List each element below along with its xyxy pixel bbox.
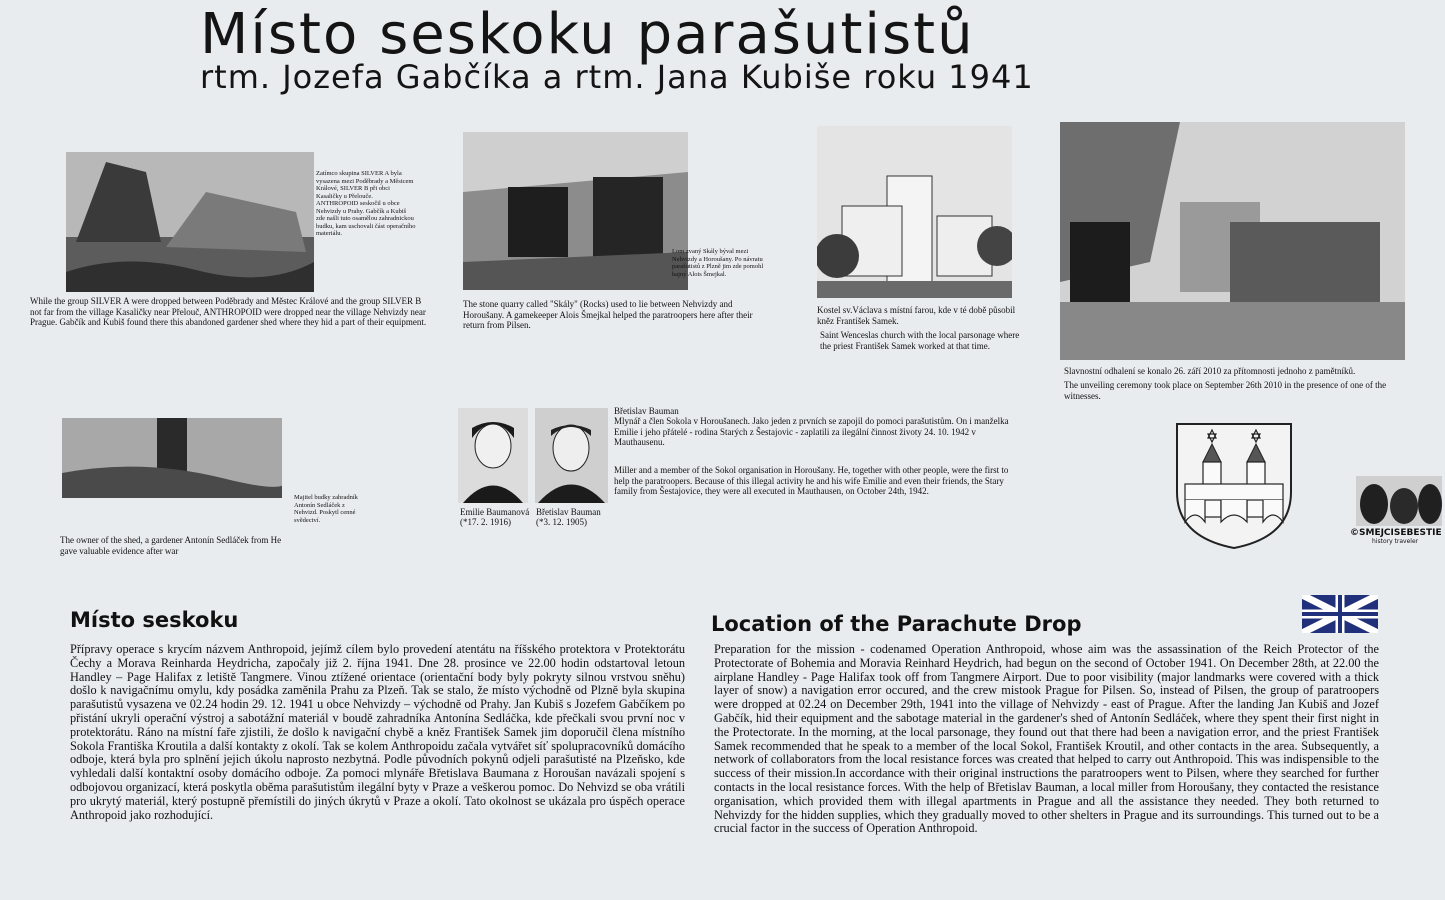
quarry-caption-en: The stone quarry called "Skály" (Rocks) used to lie between Nehvizdy and Horoušany. A gamekeeper Alois Šmejkal helped the paratroopers here after their return from Pilsen. [463,299,753,330]
cz-section-text [70,643,685,822]
watermark-handle: ©SMEJCISEBESTIE [1350,528,1442,538]
cz-section-heading: Místo seskoku [70,608,239,632]
church-caption-cz: Kostel sv.Václava s místní farou, kde v té době působil kněz František Samek. [817,305,1016,326]
en-section-heading: Location of the Parachute Drop [711,612,1082,636]
shed-photo [66,152,314,292]
watermark-photo [1356,476,1442,526]
bauman-text-cz: Mlynář a člen Sokola v Horoušanech. Jako jeden z prvních se zapojil do pomoci parašutistům. On i manželka Emilie i jeho přátelé - rodina Starých z Šestajovic - zaplatili za ilegální činnost životy 24. 10. 1942 v Mauthausenu. [614,416,1009,447]
ceremony-photo [1060,122,1405,360]
bauman-text-en: Miller and a member of the Sokol organisation in Horoušany. He, together with other people, were the first to help the paratroopers. Because of this illegal activity he and his wife Emilie and even their friends, the Stary family from Šestajovice, they were all executed in Mauthausen, on October 24th, 1942. [614,465,1009,496]
page-title: Místo seskoku parašutistů [200,2,975,67]
emilie-date: (*17. 2. 1916) [460,517,511,527]
bauman-heading: Břetislav Bauman [614,406,679,416]
shed-caption-en: While the group SILVER A were dropped between Poděbrady and Městec Králové and the group SILVER B not far from the village Kasaličky near Přelouč, ANTHROPOID were dropped near the village Nehvizdy near Prague. Gabčík and Kubiš found there this abandoned gardener shed where they hid a part of their equipment. [30,296,427,327]
bretislav-portrait [535,408,608,503]
church-photo [817,126,1012,298]
bretislav-date: (*3. 12. 1905) [536,517,587,527]
ceremony-caption-cz: Slavnostní odhalení se konalo 26. září 2010 za přítomnosti jednoho z pamětníků. [1064,366,1356,376]
emilie-name: Emilie Baumanová [460,507,530,517]
gardener-photo [62,418,282,498]
gardener-caption-cz: Majitel budky zahradník Antonín Sedláček z Nehvizd. Poskytl cenné svědectví. [294,494,358,524]
bretislav-name: Břetislav Bauman [536,507,601,517]
shed-caption-cz: Zatímco skupina SILVER A byla vysazena mezi Poděbrady a Městcem Králové, SILVER B při obci Kasaličky u Přelouče. ANTHROPOID seskočil u obce Nehvizdy u Prahy. Gabčík a Kubiš zde našli tuto osamělou zahradnickou budku, kam uschovali část operačního materiálu. [316,170,416,237]
page-subtitle: rtm. Jozefa Gabčíka a rtm. Jana Kubiše roku 1941 [200,58,1034,96]
en-section-paragraph: Preparation for the mission - codenamed Operation Anthropoid, whose aim was the assassination of the Reich Protector of the Protectorate of Bohemia and Moravia Reinhard Heydrich, had begun on the second of October 1941. On December 28th, at 22.00 the airplane Handley - Page Halifax took off from Tangmere Airport. Due to poor visibility (major landmarks were covered with a thick layer of snow) a navigation error occured, and the crew mistook Prague for Pilsen. So, instead of Pilsen, the group of paratroopers were dropped at 02.24 on December 29th, 1941 into the village of Nehvizdy - east of Prague. After the landing Jan Kubiš and Jozef Gabčík, hid their equipment and the sabotage material in the gardener's shed of Antonín Sedláček, where they spent their first night in the Protectorate. In the morning, at the local parsonage, they found out that there had been a navigation error, and the priest František Samek recommended that he speak to a member of the local Sokol, František Kroutil, and other contacts in the area. Subsequently, a network of collaborators from the local resistance forces was created that helped to carry out Anthropoid. This was indispensible to the success of their mission.In accordance with their original instructions the paratroopers went to Pilsen, where they searched for further contacts in the local resistance forces. With the help of Břetislav Bauman, a local miller from Horoušany, they contacted the resistance organisation, which provided them with illegal apartments in Prague and all the assistance they needed. They both returned to Nehvizdy for the hidden supplies, which they gradually moved to other shelters in Prague and its surroundings. This turned out to be a crucial factor in the success of Operation Anthropoid. [714,642,1379,836]
cz-section-paragraph: Přípravy operace s krycím názvem Anthropoid, jejímž cílem bylo provedení atentátu na říšského protektora v Protektorátu Čechy a Morava Reinharda Heydricha, započaly již 2. října 1941. Dne 28. prosince ve 22.00 hodin odstartoval letoun Handley – Page Halifax z letiště Tangmere. Vinou ztížené orientace (orientační body byly pokryty silnou vrstvou sněhu) došlo k navigačnímu omylu, kdy posádka zaměnila Prahu za Plzeň. Tak se stalo, že místo východně od Plzně byla skupina parašutistů vysazena ve 02.24 hodin 29. 12. 1941 u obce Nehvizdy – východně od Prahy. Jan Kubiš s Jozefem Gabčíkem po přistání ukryli operační výstroj a sabotážní materiál v boudě zahradníka Antonína Sedláčka, kde přečkali svou první noc v protektorátu. Ráno na místní faře zjistili, že došlo k navigační chybě a kněz František Samek jim doporučil člena místního Sokola Františka Kroutila a další kontakty z okolí. Tak se kolem Anthropoidu začala vytvářet síť spolupracovníků domácího odboje, která byla pro splnění jejich úkolu naprosto nezbytná. Podle původních pokynů odjeli parašutisté na Plzeňsko, kde vyhledali další kontaktní osoby domácího odboje. Za pomoci mlynáře Břetislava Baumana z Horoušan navázali spojení s odbojovou organizací, která poskytla oběma parašutistům ilegální byty v Praze a veškerou pomoc. Do Nehvizd se oba vrátili pro ukrytý materiál, který postupně přemístili do jiných úkrytů v Praze a okolí. Tato okolnost se ukázala pro úspěch operace Anthropoid jako rozhodující. [70,642,685,822]
quarry-caption-cz: Lom zvaný Skály býval mezi Nehvizdy a Horoušany. Po návratu parašutistů z Plzně jim zde pomohl hajný Alois Šmejkal. [672,248,764,278]
ceremony-caption-en: The unveiling ceremony took place on September 26th 2010 in the presence of one of the witnesses. [1064,380,1387,401]
coat-of-arms [1175,422,1293,550]
emilie-portrait [458,408,528,503]
church-caption-en: Saint Wenceslas church with the local parsonage where the priest František Samek worked at that time. [820,330,1020,351]
gardener-caption-en: The owner of the shed, a gardener Antonín Sedláček from He gave valuable evidence after war [60,535,282,556]
uk-flag-icon [1302,595,1378,633]
watermark-tag: history traveler [1372,538,1419,545]
en-section-text [714,643,1379,836]
quarry-photo [463,132,688,290]
